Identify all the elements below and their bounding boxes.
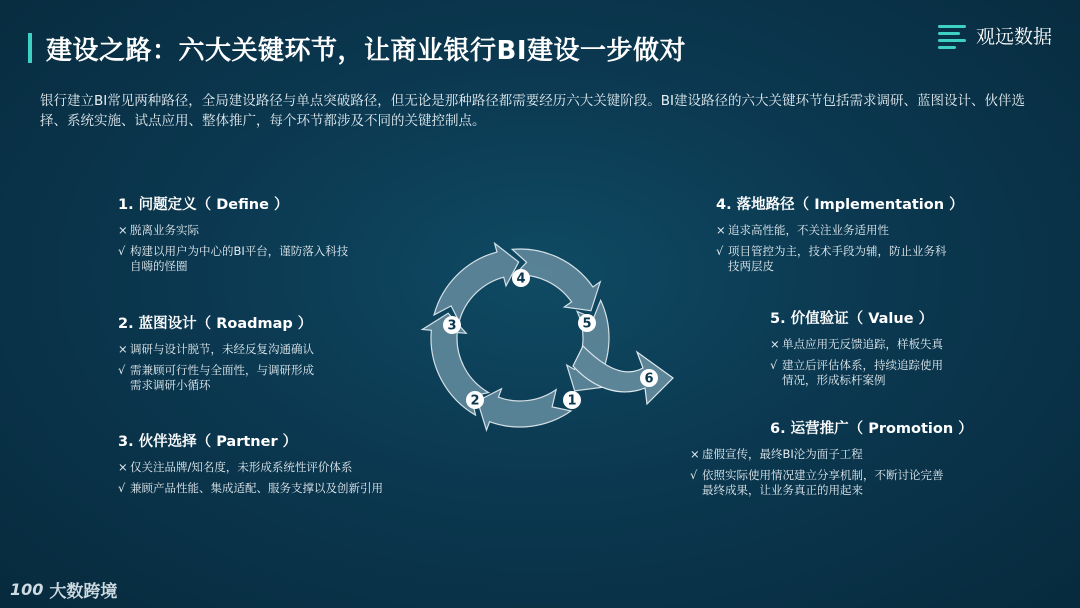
footer-watermark — [10, 577, 117, 602]
brand — [938, 22, 1052, 49]
step-item: √ 兼顾产品性能、集成适配、服务支撑以及创新引用 — [118, 481, 383, 495]
step-item: × 追求高性能，不关注业务适用性 — [716, 223, 889, 237]
intro-paragraph: 银行建立BI常见两种路径，全局建设路径与单点突破路径，但无论是那种路径都需要经历六大关键阶段。BI建设路径的六大关键环节包括需求调研、蓝图设计、伙伴选择、系统实施、试点应用、整体推广，每个环节都涉及不同的关键控制点。 — [40, 93, 1025, 129]
cycle-segments — [422, 243, 673, 430]
step-promotion — [690, 417, 980, 504]
step-title: 5. 价值验证（ Value ） — [770, 311, 934, 327]
stacked-bars-logo-icon — [938, 23, 968, 49]
step-item: × 仅关注品牌/知名度，未形成系统性评价体系 — [118, 460, 353, 474]
step-define — [118, 193, 408, 280]
step-implementation — [716, 193, 986, 280]
step-number-label: 1 — [567, 393, 577, 409]
brand-name: 观远数据 — [975, 26, 1052, 48]
step-item: √ 构建以用户为中心的BI平台，谨防落入科技 自嗨的怪圈 — [118, 244, 349, 273]
step-item: × 虚假宣传，最终BI沦为面子工程 — [690, 447, 863, 461]
step-title: 6. 运营推广（ Promotion ） — [770, 421, 973, 437]
footer-logo: 100 — [10, 580, 44, 599]
step-title: 1. 问题定义（ Define ） — [118, 197, 289, 213]
step-number-label: 2 — [470, 393, 480, 409]
step-title: 2. 蓝图设计（ Roadmap ） — [118, 316, 313, 332]
step-number-label: 3 — [447, 318, 457, 334]
step-item: √ 建立后评估体系，持续追踪使用 情况，形成标杆案例 — [770, 358, 943, 387]
step-number-label: 5 — [582, 316, 592, 332]
step-item: √ 依照实际使用情况建立分享机制，不断讨论完善 最终成果，让业务真正的用起来 — [690, 468, 944, 497]
step-number-label: 6 — [644, 371, 654, 387]
step-value — [770, 307, 990, 394]
cycle-arrow-segment — [478, 389, 572, 430]
step-partner — [118, 430, 418, 502]
step-item: √ 需兼顾可行性与全面性，与调研形成 需求调研小循环 — [118, 363, 314, 392]
cycle-exit-arrow — [573, 346, 673, 404]
step-item: × 单点应用无反馈追踪，样板失真 — [770, 337, 943, 351]
cycle-diagram — [415, 228, 685, 448]
title-accent-bar — [28, 33, 32, 63]
step-item: × 调研与设计脱节，未经反复沟通确认 — [118, 342, 314, 356]
cycle-arrow-segment — [434, 243, 519, 321]
step-item: √ 项目管控为主，技术手段为辅，防止业务科 技两层皮 — [716, 244, 947, 273]
footer-name: 大数跨境 — [49, 582, 118, 602]
step-title: 4. 落地路径（ Implementation ） — [716, 197, 964, 213]
page-title: 建设之路：六大关键环节，让商业银行BI建设一步做对 — [46, 36, 686, 66]
step-roadmap — [118, 312, 408, 399]
step-number-label: 4 — [516, 271, 526, 287]
step-title: 3. 伙伴选择（ Partner ） — [118, 434, 298, 450]
step-item: × 脱离业务实际 — [118, 223, 199, 237]
